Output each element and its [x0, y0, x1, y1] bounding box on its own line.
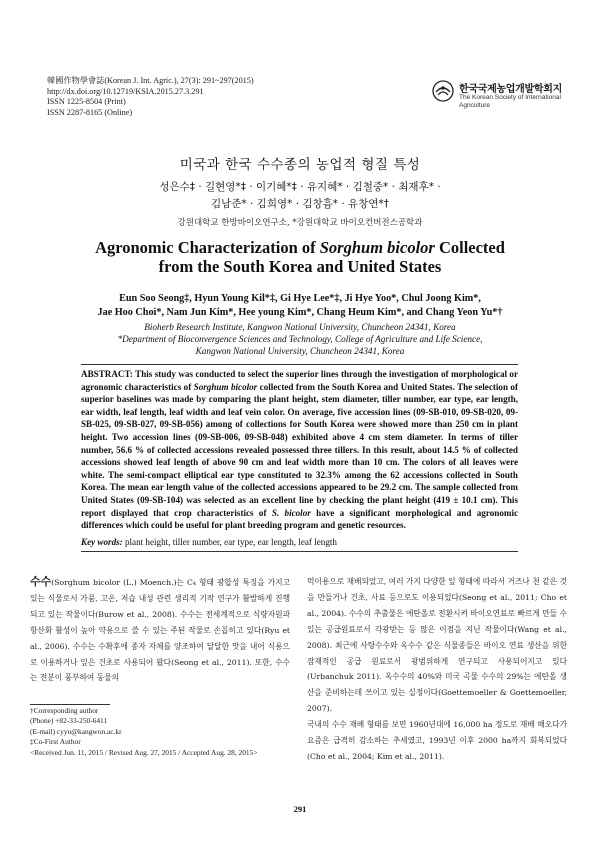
abstract-top-rule	[81, 364, 518, 365]
korean-affiliation: 강원대학교 한방바이오연구소, *강원대학교 바이오컨버전스공학과	[177, 218, 423, 228]
co-first-author: ‡Co-First Author	[30, 737, 81, 747]
corresponding-author: †Corresponding author	[30, 706, 99, 715]
society-name-english: The Korean Society of International Agriculture	[459, 94, 561, 109]
page-number: 291	[293, 804, 307, 814]
journal-header	[47, 76, 254, 118]
abstract: ABSTRACT: This study was conducted to select the superior lines through the investigation of morphological or agronomic characteristics of Sorghum bicolor collected from the South Korea and United States. The selection of superior baselines was made by comparing the plant height, stem diameter, tiller number, ear type, ear length, ear width, leaf length, leaf width and leaf vein color. On average, five accession lines (09-SB-010, 09-SB-020, 09-SB-025, 09-SB-027, 09-SB-056) among of collections for South Korea were showed more than 250 cm in plant height. Two accession lines (09-SB-006, 09-SB-048) exhibited above 4 cm stem diameter. In terms of tiller number, 56.6 % of collected accessions revealed possessed three tillers. In this result, about 14.5 % of collected accessions showed leaf length of above 90 cm and leaf width more than 10 cm. The colors of all leaves were white. The semi-compact elliptical ear type constituted to 32.3% among the 62 accessions collected in South Korea. The mean ear length value of the collected accessions appeared to be 29.2 cm. The sample collected from United States (09-SB-104) was selected as an excellent line by checking the plant height (419 ± 10.1 cm). This report displayed that crop characteristics of S. bicolor have a significant morphological and agronomic differences which could be useful for plant breeding program and genetic resources.	[81, 369, 519, 531]
issn-print: ISSN 1225-8504 (Print)	[47, 97, 126, 107]
korean-title: 미국과 한국 수수종의 농업적 형질 특성	[179, 157, 421, 173]
body-right-column: 먹이용으로 재배되었고, 여러 가지 다양한 잎 형태에 따라서 거즈나 천 같은 것을 만들거나 건초, 사료 등으로도 이용되었다(Seong et al., 2011; Cho et al., 2004). 수수의 추출물은 에탄올로 전환시켜 바이오연료로 빠르게 만들 수 있는 공급원료로서 각광받는 등 많은 이점을 지닌 작물이다(Wang et al., 2008). 최근에 사탕수수와 옥수수 같은 식물종들은 바이오 연료 생산을 위한 잠재적인 공급 원료로서 광범위하게 연구되고 사용되어지고 있다(Urbanchuk 2011). 옥수수의 40%와 미국 곡물 수수의 29%는 에탄올 생산을 준비하는데 쓰이고 있는 실정이다(Goettemoeller & Goettemoeller, 2007). 국내의 수수 재배 형태를 보면 1960년대에 16,000 ha 정도로 재배 해오다가 요즘은 급격히 감소하는 추세였고, 1993년 이후 2000 ha까지 회복되었다(Cho et al., 2004; Kim et al., 2011).	[307, 577, 567, 761]
english-authors: Eun Soo Seong‡, Hyun Young Kil*‡, Gi Hye Lee*‡, Ji Hye Yoo*, Chul Joong Kim*, Jae Hoo Choi*, Nam Jun Kim*, Hee young Kim*, Chang Heum Kim*, and Chang Yeon Yu*†	[97, 293, 503, 318]
phone: (Phone) +82-33-250-6411	[30, 716, 108, 726]
species-name: Sorghum bicolor	[319, 238, 435, 257]
email[interactable]: (E-mail) cyyu@kangwon.ac.kr	[30, 726, 122, 736]
keywords-label: Key words:	[81, 537, 123, 547]
korean-authors-line2: 김남준* · 김희영* · 김창흠* · 유창연*†	[210, 198, 389, 210]
issn-online: ISSN 2287-8165 (Online)	[47, 107, 133, 117]
doi-link[interactable]: http://dx.doi.org/10.12719/KSIA.2015.27.3.291	[47, 86, 204, 96]
abstract-label: ABSTRACT:	[81, 369, 133, 379]
received-dates: <Received Jun. 11, 2015 / Revised Aug. 27, 2015 / Accepted Aug. 28, 2015>	[30, 747, 258, 757]
footnotes	[30, 706, 300, 758]
journal-citation: 韓國作物學會誌(Korean J. Int. Agric.), 27(3): 291~297(2015)	[47, 76, 254, 85]
english-title: Agronomic Characterization of Sorghum bicolor Collected from the South Korea and United States	[95, 238, 505, 276]
english-affiliation: Bioherb Research Institute, Kangwon National University, Chuncheon 24341, Korea *Department of Bioconvergence Sciences and Technology, College of Agriculture and Life Science, Kangwon National University, Chuncheon 24341, Korea	[117, 322, 483, 356]
society-name-korean: 한국국제농업개발학회지	[459, 84, 562, 95]
body-lead-word: 수수	[30, 575, 52, 588]
abstract-bottom-rule	[81, 551, 518, 552]
keywords: Key words: plant height, tiller number, ear type, ear length, leaf length	[81, 537, 337, 547]
korean-authors-line1: 성은수‡ · 길현영*‡ · 이기혜*‡ · 유지혜* · 김철중* · 최재후* ·	[159, 181, 441, 193]
body-left-column: 수수(Sorghum bicolor (L.) Moench.)는 C₄ 형태 광합성 특징을 가지고 있는 식물로서 가뭄, 고온, 저습 내성 관련 생리적 기작 연구가 활발하게 진행되고 있는 작물이다(Burow et al., 2008). 수수는 전세계적으로 식량자원과 항산화 활성이 높아 약용으로 쓸 수 있는 주된 작물로 손꼽히고 있다(Ryu et al., 2006). 수수는 수확후에 종자 자체를 양조하여 달달한 맛을 내어 식용으로 이용하거나 잎은 건초로 사용되어 왔다(Seong et al., 2011). 또한, 수수는 전분이 풍부하여 동물의	[30, 575, 290, 683]
society-emblem-icon	[432, 80, 454, 102]
footnote-rule	[30, 704, 110, 705]
